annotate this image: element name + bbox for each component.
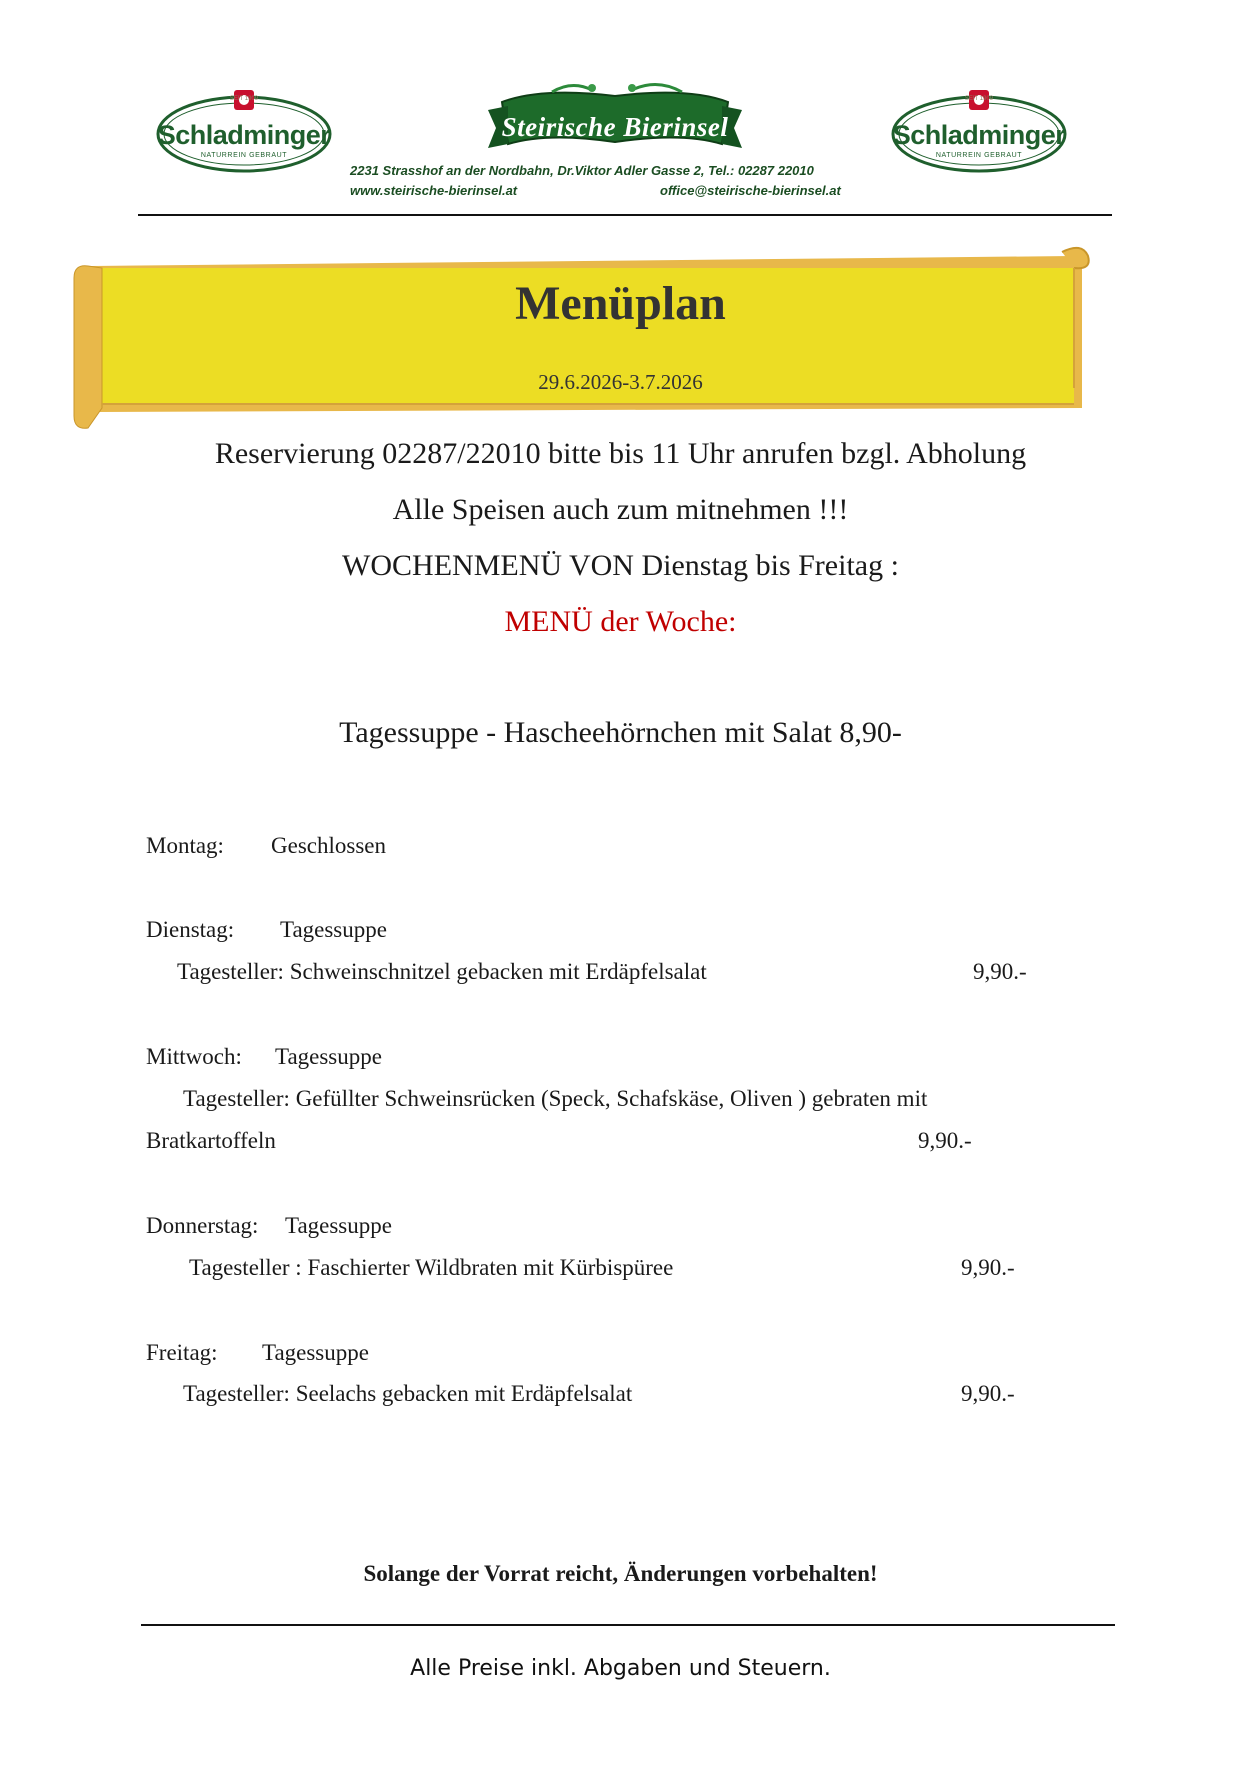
tuesday-price: 9,90.- bbox=[973, 959, 1027, 984]
day-label-tuesday: Dienstag: bbox=[146, 917, 235, 942]
day-label-thursday: Donnerstag: bbox=[146, 1213, 259, 1238]
thursday-soup: Tagessuppe bbox=[285, 1213, 392, 1238]
date-range: 29.6.2026-3.7.2026 bbox=[538, 370, 703, 394]
schladminger-logo-left bbox=[156, 84, 332, 174]
price-disclaimer: Alle Preise inkl. Abgaben und Steuern. bbox=[410, 1656, 831, 1681]
wednesday-dish-cont: Bratkartoffeln bbox=[146, 1128, 276, 1153]
website-link[interactable]: www.steirische-bierinsel.at bbox=[350, 183, 518, 198]
logo-wordmark: Schladminger bbox=[157, 120, 331, 150]
monday-closed: Geschlossen bbox=[271, 833, 386, 858]
menu-of-week-dish: Tagessuppe - Hascheehörnchen mit Salat 8,90- bbox=[339, 716, 902, 749]
restaurant-name: Steirische Bierinsel bbox=[501, 112, 729, 142]
logo-tagline: NATURREIN GEBRAUT bbox=[935, 152, 1023, 159]
friday-dish: Tagesteller: Seelachs gebacken mit Erdäpfelsalat bbox=[183, 1381, 633, 1406]
day-label-monday: Montag: bbox=[146, 833, 224, 858]
thursday-price: 9,90.- bbox=[961, 1255, 1015, 1280]
logo-tagline: NATURREIN GEBRAUT bbox=[200, 152, 288, 159]
schladminger-logo-right bbox=[891, 84, 1067, 174]
friday-price: 9,90.- bbox=[961, 1381, 1015, 1406]
thursday-dish: Tagesteller : Faschierter Wildbraten mit Kürbispüree bbox=[189, 1255, 674, 1280]
address-line: 2231 Strasshof an der Nordbahn, Dr.Viktor Adler Gasse 2, Tel.: 02287 22010 bbox=[350, 163, 814, 178]
tuesday-soup: Tagessuppe bbox=[280, 917, 387, 942]
friday-soup: Tagessuppe bbox=[262, 1340, 369, 1365]
day-label-friday: Freitag: bbox=[146, 1340, 218, 1365]
logo-since-text: SEIT 1909 bbox=[229, 96, 259, 102]
title-scroll-banner bbox=[72, 238, 1097, 438]
wednesday-price: 9,90.- bbox=[918, 1128, 972, 1153]
footer-divider bbox=[141, 1624, 1115, 1626]
wednesday-soup: Tagessuppe bbox=[275, 1044, 382, 1069]
logo-since-text: SEIT 1909 bbox=[964, 96, 994, 102]
takeaway-note: Alle Speisen auch zum mitnehmen !!! bbox=[392, 493, 849, 526]
header-divider bbox=[138, 214, 1112, 216]
logo-wordmark: Schladminger bbox=[892, 120, 1066, 150]
tuesday-dish: Tagesteller: Schweinschnitzel gebacken mit Erdäpfelsalat bbox=[177, 959, 707, 984]
wednesday-dish: Tagesteller: Gefüllter Schweinsrücken (Speck, Schafskäse, Oliven ) gebraten mit bbox=[183, 1086, 928, 1111]
menu-of-week-label: MENÜ der Woche: bbox=[504, 605, 737, 638]
email-link[interactable]: office@steirische-bierinsel.at bbox=[660, 183, 841, 198]
stock-notice: Solange der Vorrat reicht, Änderungen vorbehalten! bbox=[363, 1561, 878, 1586]
reservation-note: Reservierung 02287/22010 bitte bis 11 Uhr anrufen bzgl. Abholung bbox=[214, 437, 1027, 470]
bierinsel-banner-logo bbox=[482, 82, 748, 166]
weekly-menu-heading: WOCHENMENÜ VON Dienstag bis Freitag : bbox=[342, 549, 899, 582]
day-label-wednesday: Mittwoch: bbox=[146, 1044, 242, 1069]
page-title: Menüplan bbox=[515, 277, 726, 330]
